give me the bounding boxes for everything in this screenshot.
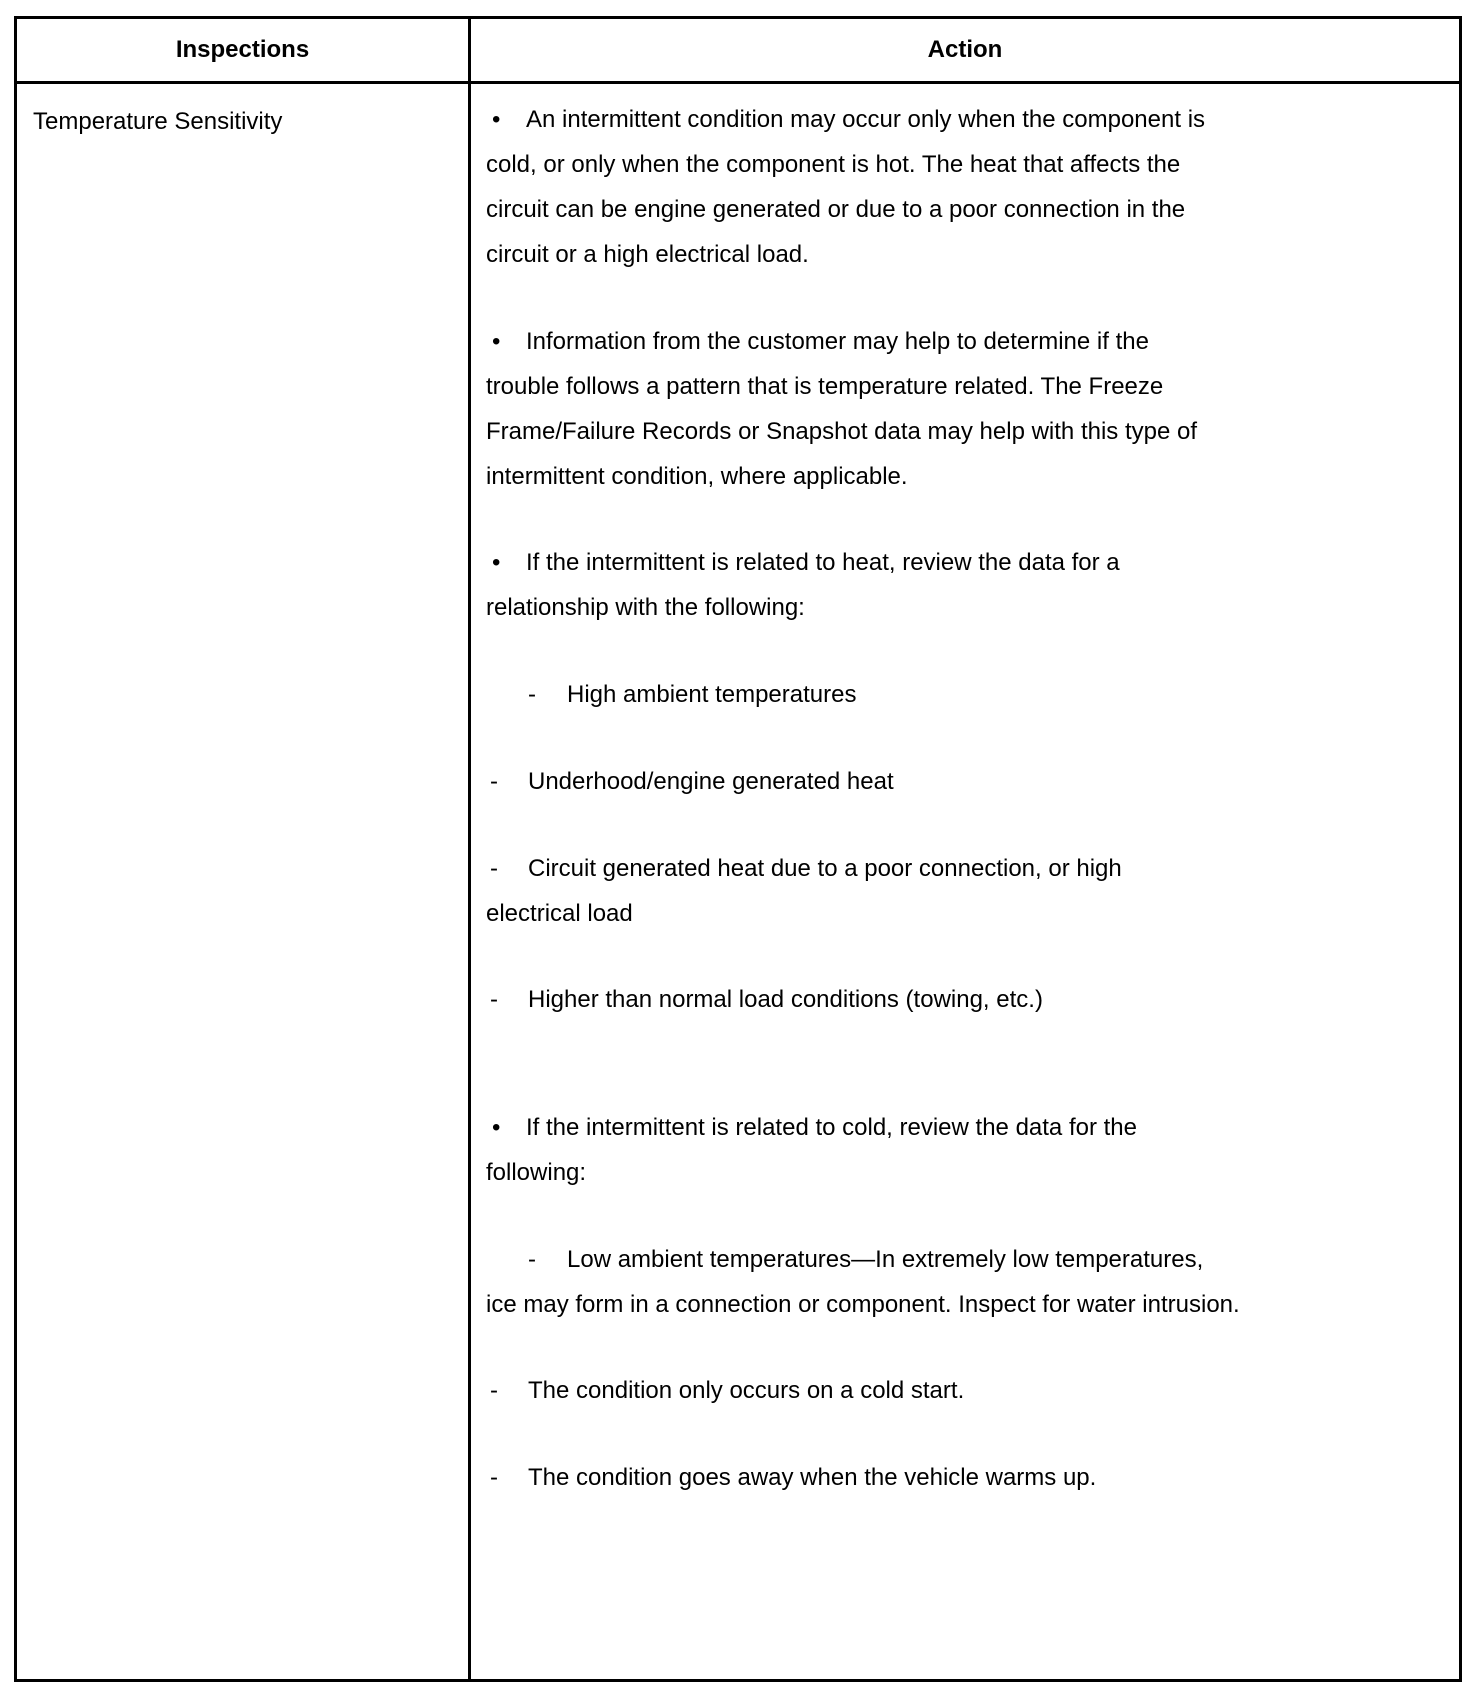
heat-item-3-line-1: Circuit generated heat due to a poor connection, or high bbox=[528, 855, 1122, 882]
dash-marker: - bbox=[490, 986, 498, 1013]
column-divider bbox=[468, 19, 471, 1679]
p1-line-4: circuit or a high electrical load. bbox=[486, 241, 809, 268]
bullet-marker: • bbox=[492, 106, 501, 133]
cold-item-3: The condition goes away when the vehicle warms up. bbox=[528, 1464, 1097, 1491]
dash-marker: - bbox=[490, 1464, 498, 1491]
dash-marker: - bbox=[490, 855, 498, 882]
dash-marker: - bbox=[528, 681, 536, 708]
p4-line-2: following: bbox=[486, 1159, 587, 1186]
p1-line-3: circuit can be engine generated or due to a poor connection in the bbox=[486, 196, 1186, 223]
dash-marker: - bbox=[490, 1377, 498, 1404]
bullet-marker: • bbox=[492, 328, 501, 355]
bullet-marker: • bbox=[492, 1114, 501, 1141]
p1-line-1: An intermittent condition may occur only when the component is bbox=[526, 106, 1206, 133]
dash-marker: - bbox=[528, 1246, 536, 1273]
header-divider bbox=[17, 81, 1459, 84]
bullet-marker: • bbox=[492, 549, 501, 576]
p2-line-3: Frame/Failure Records or Snapshot data may help with this type of bbox=[486, 418, 1197, 445]
inspection-cell: Temperature Sensitivity bbox=[33, 108, 283, 135]
p2-line-4: intermittent condition, where applicable. bbox=[486, 463, 908, 490]
p2-line-2: trouble follows a pattern that is temperature related. The Freeze bbox=[486, 373, 1164, 400]
cold-item-2: The condition only occurs on a cold start. bbox=[528, 1377, 965, 1404]
cold-item-1-line-1: Low ambient temperatures—In extremely low temperatures, bbox=[567, 1246, 1204, 1273]
heat-item-4: Higher than normal load conditions (towing, etc.) bbox=[528, 986, 1043, 1013]
heat-item-3-line-2: electrical load bbox=[486, 900, 633, 927]
p2-line-1: Information from the customer may help to determine if the bbox=[526, 328, 1149, 355]
p3-line-1: If the intermittent is related to heat, review the data for a bbox=[526, 549, 1120, 576]
heat-item-1: High ambient temperatures bbox=[567, 681, 857, 708]
cold-item-1-line-2: ice may form in a connection or component. Inspect for water intrusion. bbox=[486, 1291, 1240, 1318]
p3-line-2: relationship with the following: bbox=[486, 594, 805, 621]
heat-item-2: Underhood/engine generated heat bbox=[528, 768, 894, 795]
header-action: Action bbox=[927, 36, 1003, 63]
p1-line-2: cold, or only when the component is hot. The heat that affects the bbox=[486, 151, 1181, 178]
p4-line-1: If the intermittent is related to cold, review the data for the bbox=[526, 1114, 1137, 1141]
header-inspections: Inspections bbox=[175, 36, 310, 63]
dash-marker: - bbox=[490, 768, 498, 795]
